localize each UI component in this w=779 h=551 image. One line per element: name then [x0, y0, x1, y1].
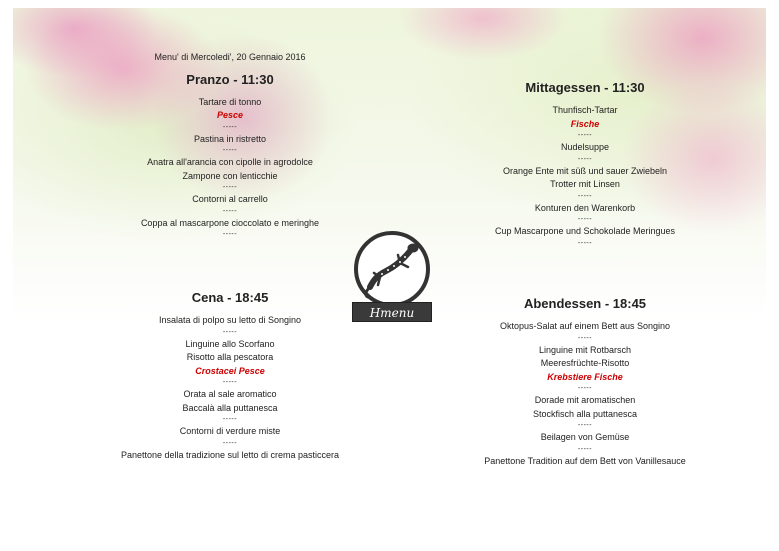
menu-item: Trotter mit Linsen [550, 179, 620, 189]
dinner-items-italian [70, 314, 390, 462]
menu-separator: ----- [577, 155, 593, 163]
menu-item: Linguine mit Rotbarsch [538, 344, 632, 355]
lunch-heading-german: Mittagessen - 11:30 [525, 80, 645, 95]
menu-separator: ----- [222, 379, 238, 386]
menu-item: Pastina in ristretto [193, 133, 267, 144]
menu-separator: ----- [577, 216, 593, 223]
menu-date: Menu' di Mercoledi', 20 Gennaio 2016 [154, 52, 306, 62]
menu-item: Linguine allo Scorfano [185, 338, 275, 349]
menu-page [13, 8, 766, 544]
logo-circle [354, 231, 430, 307]
menu-item: Risotto alla pescatora [186, 352, 274, 362]
german-dinner-section [428, 296, 742, 468]
italian-dinner-section [70, 290, 390, 462]
menu-category: Crostacei Pesce [195, 365, 265, 376]
menu-separator: ----- [577, 334, 593, 342]
menu-separator: ----- [222, 231, 238, 238]
menu-separator: ----- [577, 192, 593, 200]
menu-separator: ----- [222, 416, 238, 423]
menu-item: Baccalà alla puttanesca [182, 402, 278, 413]
menu-category: Krebstiere Fische [547, 371, 623, 382]
dinner-heading-italian: Cena - 18:45 [191, 290, 269, 305]
menu-item: Contorni al carrello [192, 194, 268, 204]
menu-item: Meeresfrüchte-Risotto [540, 358, 630, 368]
dinner-heading-german: Abendessen - 18:45 [523, 296, 647, 311]
hmenu-logo [352, 231, 434, 329]
menu-item: Orange Ente mit süß und sauer Zwiebeln [502, 165, 668, 176]
menu-item: Contorni di verdure miste [179, 426, 281, 436]
menu-item: Coppa al mascarpone cioccolato e meringhe [140, 217, 320, 228]
menu-separator: ----- [222, 439, 238, 447]
italian-lunch-section [70, 51, 390, 240]
menu-separator: ----- [222, 184, 238, 191]
menu-item: Tartare di tonno [198, 96, 262, 107]
logo-label: Hmenu [352, 302, 432, 322]
menu-item: Beilagen von Gemüse [540, 432, 630, 442]
german-lunch-section [428, 80, 742, 249]
menu-item: Zampone con lenticchie [182, 170, 278, 181]
menu-separator: ----- [222, 207, 238, 215]
menu-item: Konturen den Warenkorb [534, 202, 636, 213]
menu-separator: ----- [577, 239, 593, 247]
menu-separator: ----- [222, 147, 238, 154]
menu-item: Dorade mit aromatischen [534, 395, 636, 405]
dinner-items-german [428, 320, 742, 468]
menu-category: Pesce [216, 110, 244, 120]
menu-category: Fische [570, 118, 600, 129]
lunch-items-german [428, 104, 742, 249]
menu-separator: ----- [222, 328, 238, 336]
gecko-icon [358, 235, 426, 303]
menu-item: Panettone della tradizione sul letto di crema pasticcera [120, 449, 340, 460]
menu-separator: ----- [577, 445, 593, 453]
menu-item: Oktopus-Salat auf einem Bett aus Songino [499, 321, 671, 331]
menu-item: Thunfisch-Tartar [552, 105, 618, 115]
menu-separator: ----- [222, 123, 238, 131]
menu-separator: ----- [577, 132, 593, 139]
menu-item: Nudelsuppe [560, 142, 610, 152]
menu-item: Panettone Tradition auf dem Bett von Vanillesauce [484, 455, 686, 466]
menu-separator: ----- [577, 385, 593, 392]
menu-item: Insalata di polpo su letto di Songino [158, 315, 302, 325]
menu-item: Stockfisch alla puttanesca [532, 408, 638, 419]
menu-item: Anatra all'arancia con cipolle in agrodolce [147, 157, 313, 167]
lunch-heading-italian: Pranzo - 11:30 [186, 71, 274, 87]
menu-separator: ----- [577, 422, 593, 429]
menu-item: Cup Mascarpone und Schokolade Meringues [494, 226, 676, 236]
lunch-items-italian [70, 96, 390, 241]
menu-item: Orata al sale aromatico [183, 389, 277, 399]
